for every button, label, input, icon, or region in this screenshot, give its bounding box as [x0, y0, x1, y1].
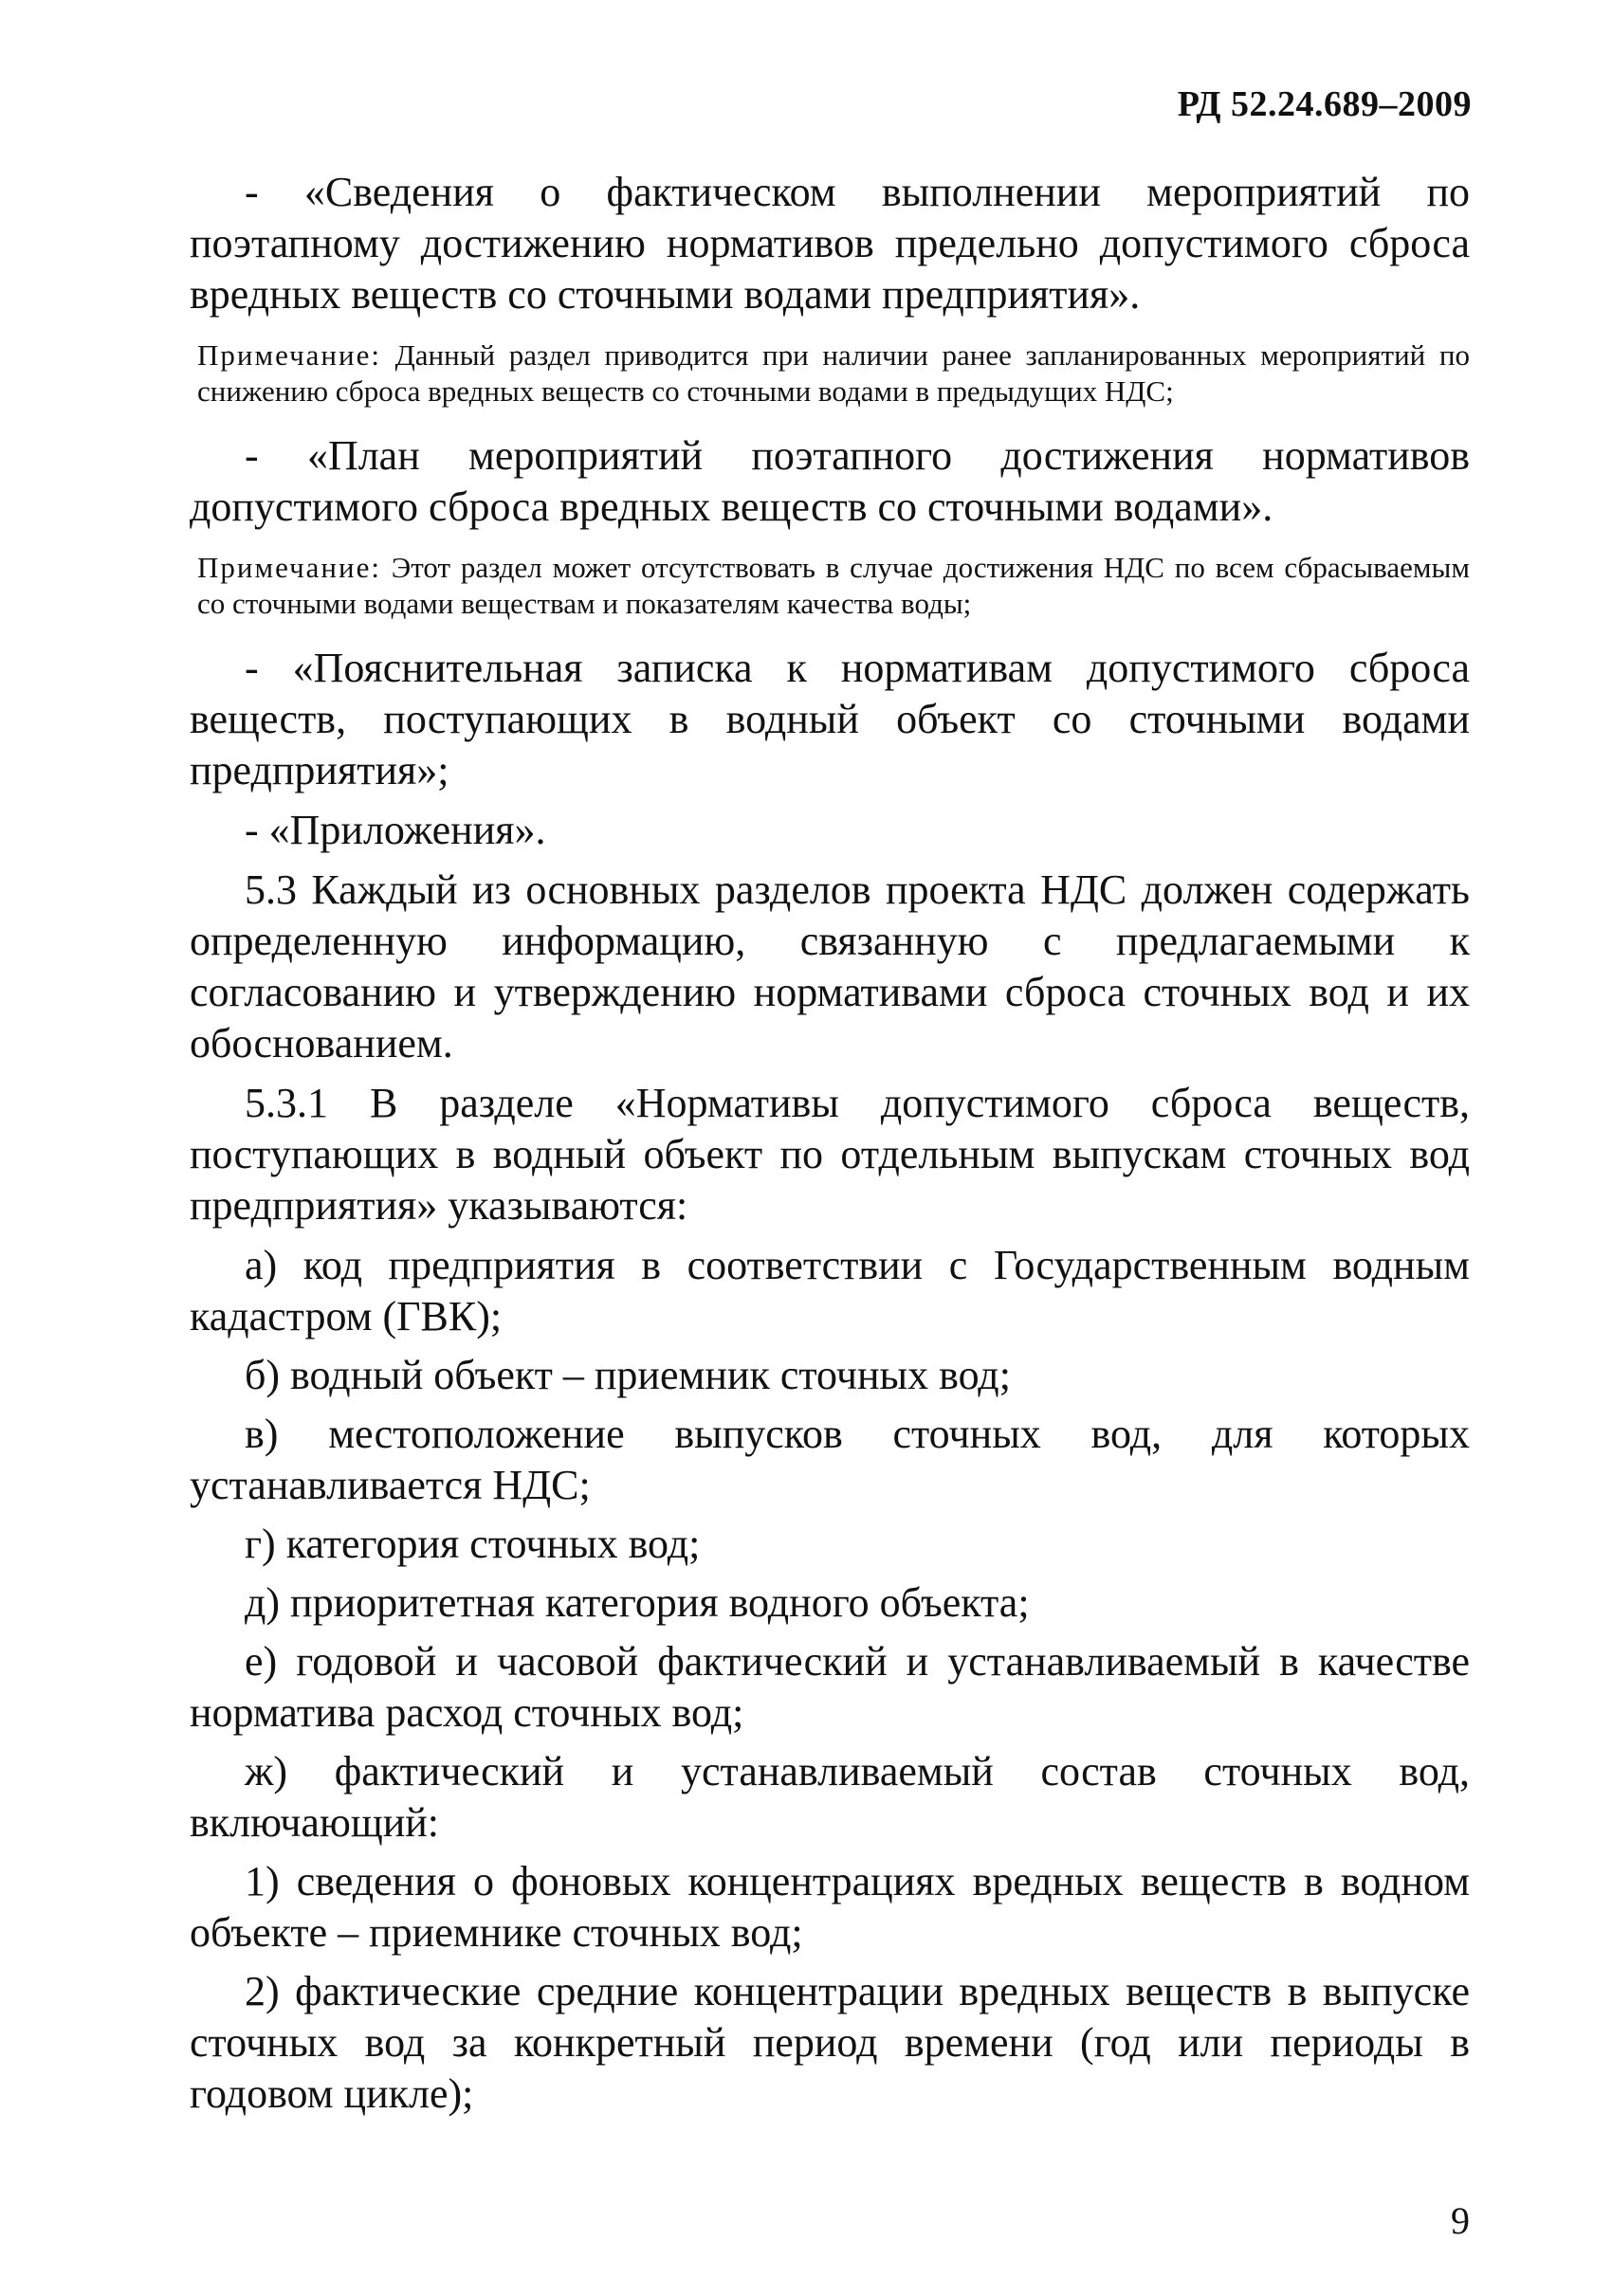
list-item-1: 1) сведения о фоновых концентрациях вредных веществ в водном объекте – приемнике сточных вод;	[190, 1858, 1470, 1956]
paragraph-section-5-3: 5.3 Каждый из основных разделов проекта НДС должен содержать определенную информацию, связанную с предлагаемыми к согласованию и утверждению нормативами сброса сточных вод и их обоснованием.	[190, 866, 1470, 1066]
paragraph-appendices: - «Приложения».	[245, 807, 546, 853]
list-item-d: д) приоритетная категория водного объекта;	[245, 1579, 1030, 1626]
list-item-e: е) годовой и часовой фактический и устанавливаемый в качестве норматива расход сточных вод;	[190, 1638, 1470, 1736]
page-number: 9	[1451, 2199, 1470, 2242]
note-label: Примечание:	[197, 338, 381, 372]
page-body	[190, 167, 1470, 2127]
paragraph-actual-measures: - «Сведения о фактическом выполнении мероприятий по поэтапному достижению нормативов предельно допустимого сброса вредных веществ со сточными водами предприятия».	[190, 169, 1470, 318]
note-section-may-be-absent	[190, 550, 1470, 622]
list-item-g: г) категория сточных вод;	[245, 1521, 701, 1567]
list-item-zh: ж) фактический и устанавливаемый состав сточных вод, включающий:	[190, 1748, 1470, 1846]
document-code-header: РД 52.24.689–2009	[1177, 84, 1472, 124]
paragraph-measures-plan: - «План мероприятий поэтапного достижения нормативов допустимого сброса вредных веществ со сточными водами».	[190, 432, 1470, 530]
list-item-2: 2) фактические средние концентрации вредных веществ в выпуске сточных вод за конкретный период времени (год или периоды в годовом цикле);	[190, 1968, 1470, 2117]
note-text: Данный раздел приводится при наличии ранее запланированных мероприятий по снижению сброса вредных веществ со сточными водами в предыдущих НДС;	[197, 338, 1470, 408]
note-previous-measures	[190, 337, 1470, 410]
paragraph-explanatory-note: - «Пояснительная записка к нормативам допустимого сброса веществ, поступающих в водный объект со сточными водами предприятия»;	[190, 645, 1470, 793]
note-text: Этот раздел может отсутствовать в случае достижения НДС по всем сбрасываемым со сточными водами веществам и показателям качества воды;	[197, 551, 1470, 620]
paragraph-section-5-3-1: 5.3.1 В разделе «Нормативы допустимого сброса веществ, поступающих в водный объект по отдельным выпускам сточных вод предприятия» указываются:	[190, 1080, 1470, 1229]
note-label: Примечание:	[197, 551, 381, 584]
list-item-v: в) местоположение выпусков сточных вод, для которых устанавливается НДС;	[190, 1411, 1470, 1508]
list-item-b: б) водный объект – приемник сточных вод;	[245, 1352, 1011, 1398]
list-item-a: а) код предприятия в соответствии с Государственным водным кадастром (ГВК);	[190, 1242, 1470, 1339]
